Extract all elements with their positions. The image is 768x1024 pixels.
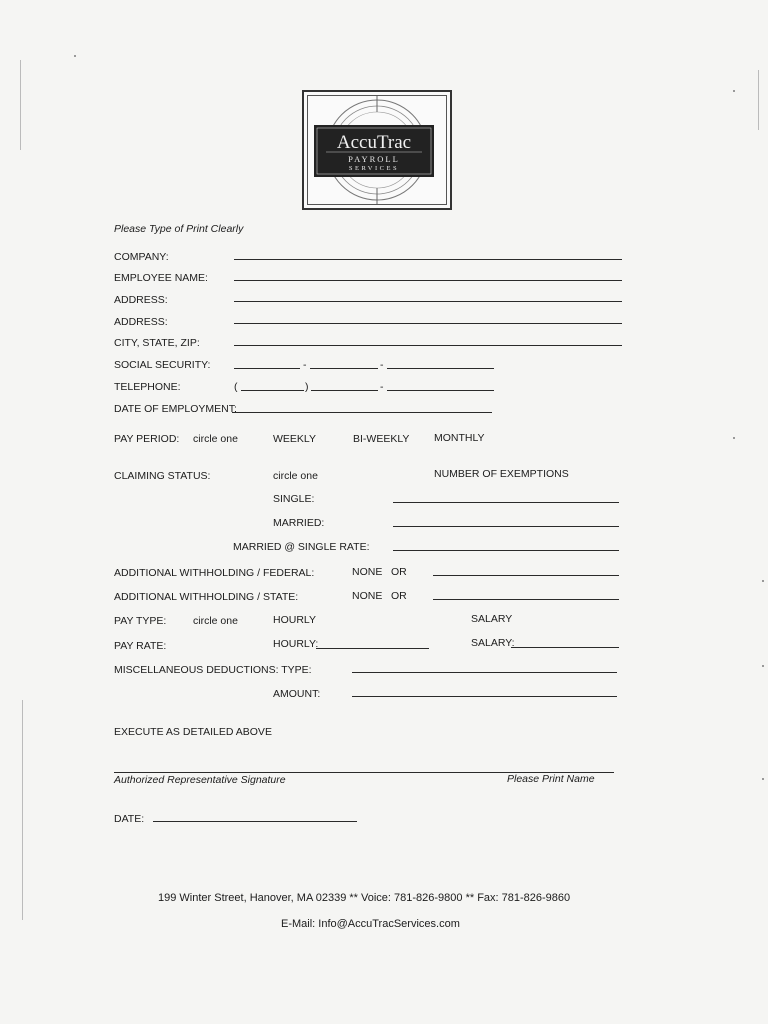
pay-rate-salary-label: SALARY: xyxy=(471,637,515,649)
print-name-label: Please Print Name xyxy=(507,773,595,785)
phone-area-line[interactable] xyxy=(241,390,304,391)
state-withholding-line[interactable] xyxy=(433,599,619,600)
logo-emblem xyxy=(304,92,450,208)
pay-rate-salary-line[interactable] xyxy=(511,647,619,648)
state-withholding-label: ADDITIONAL WITHHOLDING / STATE: xyxy=(114,591,299,603)
city-state-zip-line[interactable] xyxy=(234,345,622,346)
federal-none-option[interactable]: NONE xyxy=(352,566,383,578)
ssn-dash: - xyxy=(380,359,384,371)
pay-rate-hourly-label: HOURLY: xyxy=(273,638,319,650)
claiming-status-label: CLAIMING STATUS: xyxy=(114,470,211,482)
state-or-text: OR xyxy=(391,590,407,602)
company-label: COMPANY: xyxy=(114,251,169,263)
misc-type-line[interactable] xyxy=(352,672,617,673)
pay-type-salary[interactable]: SALARY xyxy=(471,613,513,625)
logo-line2: SERVICES xyxy=(348,165,400,172)
address2-label: ADDRESS: xyxy=(114,316,168,328)
pay-rate-label: PAY RATE: xyxy=(114,640,167,652)
phone-dash: - xyxy=(380,381,384,393)
phone-prefix-line[interactable] xyxy=(311,390,378,391)
logo-line1: PAYROLL xyxy=(348,154,400,164)
scan-speck xyxy=(762,665,764,667)
scan-edge-left xyxy=(22,700,23,920)
scan-edge-right xyxy=(758,70,759,130)
company-line[interactable] xyxy=(234,259,622,260)
pay-period-hint: circle one xyxy=(193,433,238,445)
phone-paren-close: ) xyxy=(305,381,309,393)
federal-or-text: OR xyxy=(391,566,407,578)
date-of-employment-label: DATE OF EMPLOYMENT: xyxy=(114,403,237,415)
signature-label: Authorized Representative Signature xyxy=(114,774,286,786)
pay-rate-hourly-line[interactable] xyxy=(316,648,429,649)
pay-period-biweekly[interactable]: BI-WEEKLY xyxy=(353,433,410,445)
company-logo xyxy=(302,90,452,210)
married-single-rate-exemptions-line[interactable] xyxy=(393,550,619,551)
social-security-label: SOCIAL SECURITY: xyxy=(114,359,211,371)
federal-withholding-line[interactable] xyxy=(433,575,619,576)
pay-period-label: PAY PERIOD: xyxy=(114,433,180,445)
misc-amount-label: AMOUNT: xyxy=(273,688,321,700)
misc-deductions-type-label: MISCELLANEOUS DEDUCTIONS: TYPE: xyxy=(114,664,312,676)
misc-amount-line[interactable] xyxy=(352,696,617,697)
employee-name-line[interactable] xyxy=(234,280,622,281)
scan-speck xyxy=(762,580,764,582)
married-option[interactable]: MARRIED: xyxy=(273,517,325,529)
state-none-option[interactable]: NONE xyxy=(352,590,383,602)
execute-text: EXECUTE AS DETAILED ABOVE xyxy=(114,726,272,738)
ssn-dash: - xyxy=(303,359,307,371)
footer-address: 199 Winter Street, Hanover, MA 02339 ** Voice: 781-826-9800 ** Fax: 781-826-9860 xyxy=(158,892,571,904)
scan-speck xyxy=(733,437,735,439)
ssn-part2-line[interactable] xyxy=(310,368,378,369)
phone-paren-open: ( xyxy=(234,381,238,393)
phone-number-line[interactable] xyxy=(387,390,494,391)
number-of-exemptions-label: NUMBER OF EXEMPTIONS xyxy=(434,468,569,480)
pay-period-weekly[interactable]: WEEKLY xyxy=(273,433,316,445)
pay-type-hourly[interactable]: HOURLY xyxy=(273,614,316,626)
scan-edge-left xyxy=(20,60,21,150)
footer-email[interactable]: E-Mail: Info@AccuTracServices.com xyxy=(281,918,460,930)
pay-period-monthly[interactable]: MONTHLY xyxy=(434,432,485,444)
pay-type-label: PAY TYPE: xyxy=(114,615,167,627)
address2-line[interactable] xyxy=(234,323,622,324)
logo-name: AccuTrac xyxy=(336,132,412,153)
single-option[interactable]: SINGLE: xyxy=(273,493,315,505)
federal-withholding-label: ADDITIONAL WITHHOLDING / FEDERAL: xyxy=(114,567,315,579)
scan-speck xyxy=(74,55,76,57)
claiming-status-hint: circle one xyxy=(273,470,318,482)
pay-type-hint: circle one xyxy=(193,615,238,627)
ssn-part1-line[interactable] xyxy=(234,368,300,369)
city-state-zip-label: CITY, STATE, ZIP: xyxy=(114,337,200,349)
address1-label: ADDRESS: xyxy=(114,294,168,306)
instruction-text: Please Type of Print Clearly xyxy=(114,223,244,235)
address1-line[interactable] xyxy=(234,301,622,302)
date-label: DATE: xyxy=(114,813,145,825)
scan-speck xyxy=(733,90,735,92)
date-of-employment-line[interactable] xyxy=(232,412,492,413)
employee-name-label: EMPLOYEE NAME: xyxy=(114,272,208,284)
single-exemptions-line[interactable] xyxy=(393,502,619,503)
telephone-label: TELEPHONE: xyxy=(114,381,181,393)
ssn-part3-line[interactable] xyxy=(387,368,494,369)
married-single-rate-option[interactable]: MARRIED @ SINGLE RATE: xyxy=(233,541,370,553)
date-line[interactable] xyxy=(153,821,357,822)
married-exemptions-line[interactable] xyxy=(393,526,619,527)
scan-speck xyxy=(762,778,764,780)
